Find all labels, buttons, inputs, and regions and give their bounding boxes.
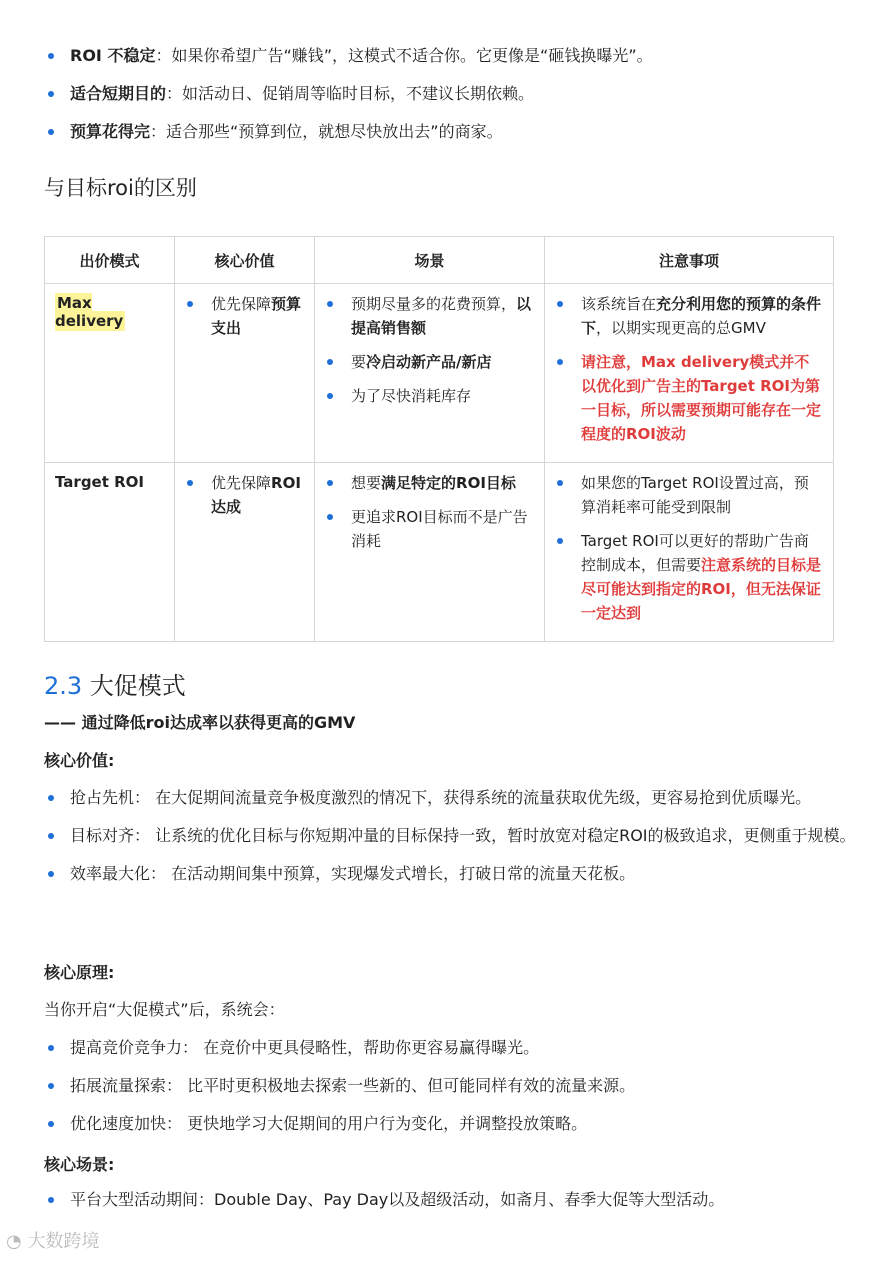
core-scene-list [44, 1186, 862, 1214]
table-cell [545, 284, 834, 463]
table-cell [315, 463, 545, 642]
list-item: 优先保障预算支出 [185, 292, 304, 340]
list-item: Target ROI可以更好的帮助广告商控制成本，但需要注意系统的目标是尽可能达到指定的ROI，但无法保证一定达到 [555, 529, 823, 625]
table-header: 出价模式 [45, 237, 175, 284]
list-item: 平台大型活动期间：Double Day、Pay Day以及超级活动，如斋月、春季大促等大型活动。 [44, 1186, 862, 1214]
table-header: 注意事项 [545, 237, 834, 284]
section-subtitle: —— 通过降低roi达成率以获得更高的GMV [44, 713, 356, 732]
list-item: 拓展流量探索： 比平时更积极地去探索一些新的、但可能同样有效的流量来源。 [44, 1072, 862, 1100]
compare-heading: 与目标roi的区别 [44, 176, 197, 200]
list-item [555, 350, 823, 446]
core-principle-label: 核心原理: [44, 963, 115, 982]
list-item: 目标对齐： 让系统的优化目标与你短期冲量的目标保持一致，暂时放宽对稳定ROI的极致追求，更侧重于规模。 [44, 822, 862, 850]
table-cell [45, 284, 175, 463]
table-row [45, 284, 834, 463]
core-value-label: 核心价值: [44, 751, 115, 770]
list-item: 优化速度加快： 更快地学习大促期间的用户行为变化，并调整投放策略。 [44, 1110, 862, 1138]
list-item: 提高竞价竞争力： 在竞价中更具侵略性，帮助你更容易赢得曝光。 [44, 1034, 862, 1062]
table-cell [175, 463, 315, 642]
table-header-row [45, 237, 834, 284]
list-item: 适合短期目的：如活动日、促销周等临时目标，不建议长期依赖。 [44, 80, 862, 108]
warning-text: 注意系统的目标是尽可能达到指定的ROI，但无法保证一定达到 [581, 556, 822, 622]
core-principle-intro: 当你开启“大促模式”后，系统会： [44, 1000, 285, 1019]
list-item: ROI 不稳定：如果你希望广告“赚钱”，这模式不适合你。它更像是“砸钱换曝光”。 [44, 42, 862, 70]
table-row [45, 463, 834, 642]
list-item: 想要满足特定的ROI目标 [325, 471, 534, 495]
section-number: 2.3 [44, 672, 83, 700]
warning-text: 请注意，Max delivery模式并不以优化到广告主的Target ROI为第一目标，所以需要预期可能存在一定程度的ROI波动 [581, 353, 822, 443]
list-item: 优先保障ROI达成 [185, 471, 304, 519]
list-item: 如果您的Target ROI设置过高，预算消耗率可能受到限制 [555, 471, 823, 519]
list-item: 预算花得完：适合那些“预算到位，就想尽快放出去”的商家。 [44, 118, 862, 146]
table-header: 核心价值 [175, 237, 315, 284]
list-item: 要冷启动新产品/新店 [325, 350, 534, 374]
list-item: 预期尽量多的花费预算，以提高销售额 [325, 292, 534, 340]
list-item: 该系统旨在充分利用您的预算的条件下，以期实现更高的总GMV [555, 292, 823, 340]
section-heading: 2.3 大促模式 [44, 672, 186, 700]
list-item: 为了尽快消耗库存 [325, 384, 534, 408]
compare-table [44, 236, 834, 642]
list-item: 抢占先机： 在大促期间流量竞争极度激烈的情况下，获得系统的流量获取优先级，更容易抢到优质曝光。 [44, 784, 862, 812]
top-bullet-list [44, 42, 862, 146]
core-principle-list [44, 1034, 862, 1138]
list-item: 更追求ROI目标而不是广告消耗 [325, 505, 534, 553]
table-cell [545, 463, 834, 642]
table-cell: Target ROI [45, 463, 175, 642]
table-cell [175, 284, 315, 463]
mode-highlight: Max delivery [55, 294, 124, 330]
core-value-list [44, 784, 862, 888]
watermark-logo: ◔ 大数跨境 [6, 1231, 100, 1252]
table-cell [315, 284, 545, 463]
list-item: 效率最大化： 在活动期间集中预算，实现爆发式增长，打破日常的流量天花板。 [44, 860, 862, 888]
table-header: 场景 [315, 237, 545, 284]
watermark-icon: ◔ [6, 1231, 22, 1252]
core-scene-label: 核心场景: [44, 1155, 115, 1174]
